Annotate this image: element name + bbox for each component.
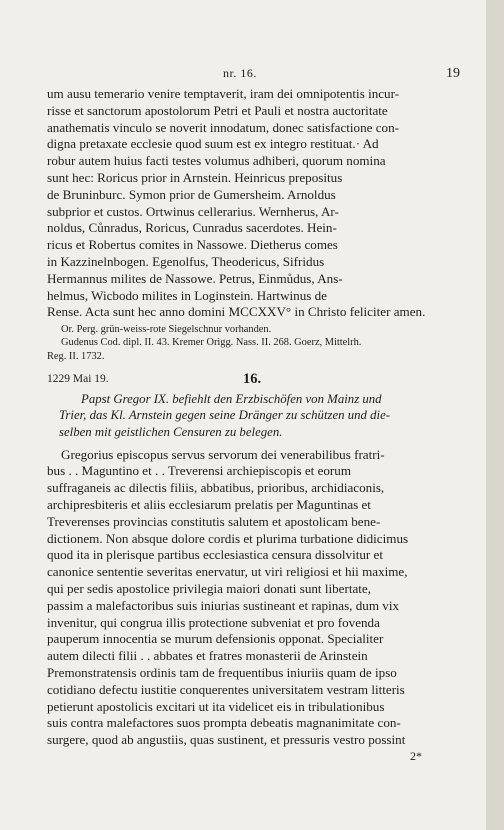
text-line: in Kazzinelnbogen. Egenolfus, Theodericus, Sifridus: [47, 253, 325, 269]
text-line: Rense. Acta sunt hec anno domini MCCXXV° in Christo feliciter amen.: [47, 304, 426, 320]
text-line: quod ita in plerisque partibus ecclesiastica censura dissolvitur et: [47, 547, 383, 563]
running-header: [47, 66, 462, 86]
text-line: ricus et Robertus comites in Nassowe. Dietherus comes: [47, 237, 338, 253]
signature-mark-row: [47, 749, 462, 765]
previous-charter-text: [47, 86, 462, 321]
text-line: Treverenses provincias constitutis salutem et apostolicam bene-: [47, 513, 381, 529]
text-line: canonice sententie severitas enervatur, ut viri religiosi et hii maxime,: [47, 564, 408, 580]
text-line: sunt hec: Roricus prior in Arnstein. Heinricus prepositus: [47, 169, 343, 185]
text-line: robur autem huius facti testes volumus adhiberi, quorum nomina: [47, 153, 386, 169]
note-line: Gudenus Cod. dipl. II. 43. Kremer Origg. Nass. II. 268. Goerz, Mittelrh.: [61, 337, 362, 349]
text-line: Premonstratensis ordinis tam de frequentibus iniuriis quam de ipso: [47, 664, 397, 680]
text-line: anathematis vinculo se noverit innodatum, donec satisfactione con-: [47, 119, 399, 135]
charter-dateline: [47, 371, 462, 389]
text-line: surgere, quod ab angustiis, quas sustinent, et pressuris vestro possint: [47, 732, 406, 748]
charter-regest: [47, 391, 462, 441]
text-line: bus . . Maguntino et . . Treverensi archiepiscopis et eorum: [47, 463, 352, 479]
text-line: um ausu temerario venire temptaverit, iram dei omnipotentis incur-: [47, 86, 400, 101]
charter-heading-number: 16.: [243, 370, 262, 387]
text-line: noldus, Cůnradus, Roricus, Cunradus sacerdotes. Hein-: [47, 220, 337, 236]
text-line: suffraganeis ac dilectis filiis, abbatibus, prioribus, archidiaconis,: [47, 480, 385, 496]
text-line: suis contra malefactores suos prompta debeatis magnanimitate con-: [47, 715, 401, 731]
text-line: Hermannus milites de Nassowe. Petrus, Einmůdus, Ans-: [47, 270, 343, 286]
text-line: digna pretaxate ecclesie quod suum est ex integro restituat.· Ad: [47, 136, 379, 152]
text-line: helmus, Wicbodo milites in Loginstein. Hartwinus de: [47, 287, 327, 303]
text-line: pauperum innocentia se murum defensionis opponat. Specialiter: [47, 631, 384, 647]
text-line: subprior et custos. Ortwinus cellerarius. Wernherus, Ar-: [47, 203, 339, 219]
page-edge-shadow: [486, 0, 504, 830]
note-line: Reg. II. 1732.: [47, 350, 105, 362]
text-line: invenitur, qui congrua illis protectione subveniat et pro fovenda: [47, 614, 380, 630]
text-line: de Bruninburc. Symon prior de Gumersheim. Arnoldus: [47, 186, 336, 202]
text-line: dictionem. Non absque dolore cordis et plurima turbatione didicimus: [47, 530, 409, 546]
text-line: Gregorius episcopus servus servorum dei venerabilibus fratri-: [61, 446, 385, 462]
regest-line: selben mit geistlichen Censuren zu belegen.: [59, 424, 283, 439]
note-line: Or. Perg. grün-weiss-rote Siegelschnur vorhanden.: [61, 324, 272, 336]
text-line: passim a malefactoribus suis iniurias sustineant et rapinas, dum vix: [47, 597, 400, 613]
printer-signature-mark: 2*: [410, 748, 422, 763]
text-line: qui per sedis apostolice privilegia maiori donati sunt libertate,: [47, 580, 371, 596]
charter-text: [47, 447, 462, 749]
text-line: petierunt apostolicis excitari ut ita videlicet eis in tribulationibus: [47, 698, 385, 714]
source-notes: [47, 323, 462, 363]
charter-date: 1229 Mai 19.: [47, 372, 109, 385]
text-line: archipresbiteris et aliis ecclesiarum prelatis per Maguntinas et: [47, 496, 371, 512]
text-line: cotidiano defectu iustitie conquerentes universitatem vestram litteris: [47, 681, 405, 697]
charter-number-header: nr. 16.: [223, 66, 257, 80]
page-number: 19: [446, 66, 460, 81]
text-line: autem dilecti filii . . abbates et fratres monasterii de Arinstein: [47, 648, 368, 664]
regest-line: Papst Gregor IX. befiehlt den Erzbischöfen von Mainz und: [81, 391, 382, 406]
text-line: risse et sanctorum apostolorum Petri et Pauli et nostra auctoritate: [47, 102, 388, 118]
regest-line: Trier, das Kl. Arnstein gegen seine Dränger zu schützen und die-: [59, 408, 391, 423]
